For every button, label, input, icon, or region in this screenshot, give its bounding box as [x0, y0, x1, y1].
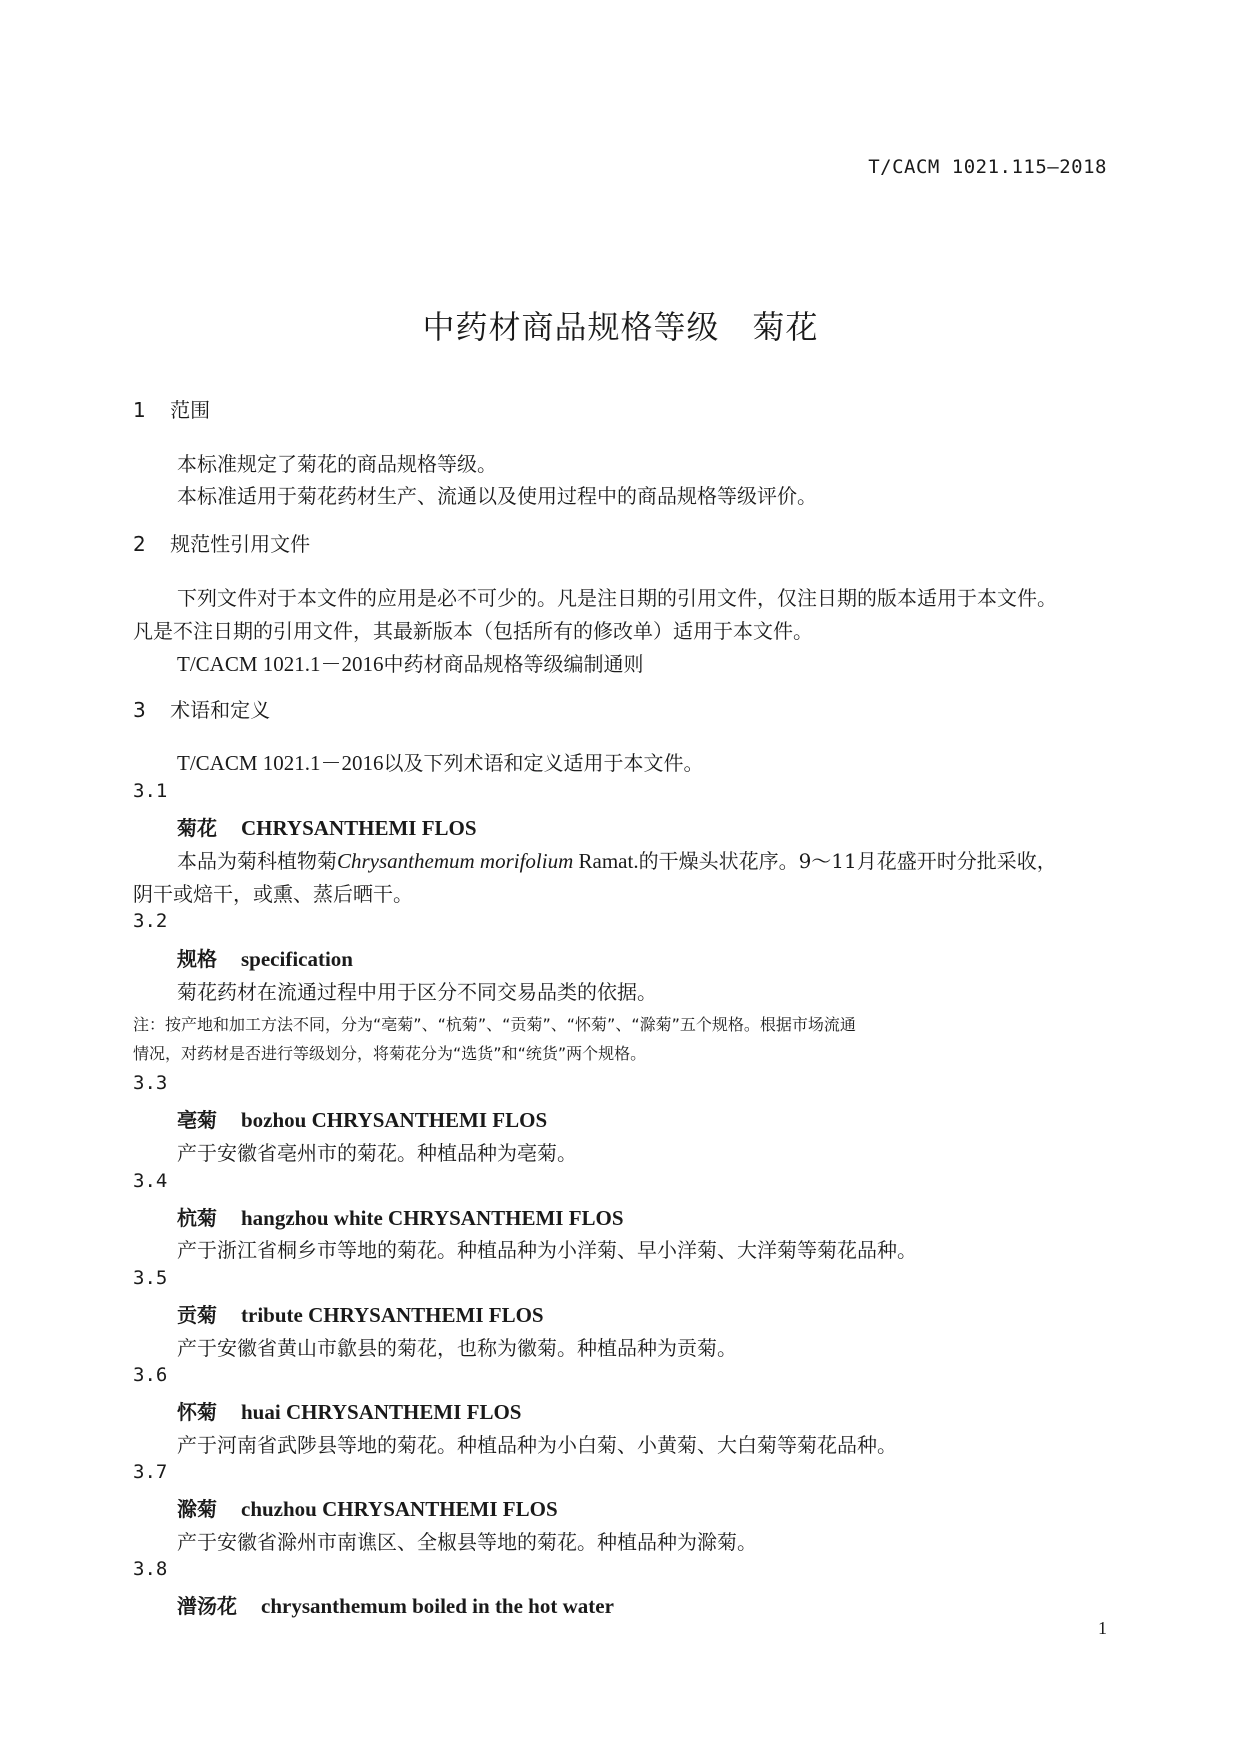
term-definition: [177, 845, 1057, 874]
term-number: 3.5: [133, 1267, 168, 1289]
term-definition: 产于安徽省亳州市的菊花。种植品种为亳菊。: [177, 1141, 577, 1165]
term-chinese: 亳菊: [177, 1108, 217, 1132]
section-1-heading: [133, 394, 210, 423]
term-heading: [177, 1493, 558, 1522]
term-heading: [177, 943, 353, 972]
reference-title: 中药材商品规格等级编制通则: [383, 652, 644, 676]
term-english: chrysanthemum boiled in the hot water: [261, 1594, 614, 1618]
term-number: 3.6: [133, 1364, 168, 1386]
term-definition-line: 阴干或焙干，或熏、蒸后晒干。: [133, 882, 413, 906]
term-number: 3.4: [133, 1170, 168, 1192]
standard-code: T/CACM 1021.115—2018: [868, 156, 1107, 178]
term-heading: [177, 1202, 624, 1231]
term-number: 3.7: [133, 1461, 168, 1483]
reference-code: T/CACM 1021.1－2016: [177, 751, 384, 775]
page-number: 1: [1098, 1618, 1107, 1638]
term-heading: [177, 1104, 547, 1133]
term-english: huai CHRYSANTHEMI FLOS: [241, 1400, 522, 1424]
author-abbrev: Ramat.: [573, 849, 639, 873]
term-english: hangzhou white CHRYSANTHEMI FLOS: [241, 1206, 624, 1230]
section-number: 1: [133, 398, 146, 422]
paragraph: 本标准适用于菊花药材生产、流通以及使用过程中的商品规格等级评价。: [177, 484, 817, 508]
term-chinese: 滁菊: [177, 1497, 217, 1521]
definition-text: 本品为菊科植物菊: [177, 849, 337, 873]
term-english: bozhou CHRYSANTHEMI FLOS: [241, 1108, 548, 1132]
definition-text: 的干燥头状花序。9～11月花盛开时分批采收，: [638, 849, 1057, 873]
term-chinese: 杭菊: [177, 1206, 217, 1230]
term-heading: [177, 1396, 522, 1425]
paragraph: 本标准规定了菊花的商品规格等级。: [177, 452, 497, 476]
term-chinese: 规格: [177, 947, 217, 971]
paragraph: [177, 747, 704, 777]
reference-code: T/CACM 1021.1－2016: [177, 652, 384, 676]
term-definition: 产于安徽省滁州市南谯区、全椒县等地的菊花。种植品种为滁菊。: [177, 1530, 757, 1554]
term-english: tribute CHRYSANTHEMI FLOS: [241, 1303, 544, 1327]
term-definition: 菊花药材在流通过程中用于区分不同交易品类的依据。: [177, 980, 657, 1004]
section-2-heading: [133, 528, 310, 557]
term-number: 3.3: [133, 1072, 168, 1094]
term-heading: [177, 1299, 544, 1328]
term-definition: 产于浙江省桐乡市等地的菊花。种植品种为小洋菊、早小洋菊、大洋菊等菊花品种。: [177, 1238, 917, 1262]
section-3-heading: [133, 694, 270, 723]
note-line: 注：按产地和加工方法不同，分为“亳菊”、“杭菊”、“贡菊”、“怀菊”、“滁菊”五个规格。根据市场流通: [133, 1015, 856, 1034]
term-english: specification: [241, 947, 353, 971]
term-number: 3.2: [133, 910, 168, 932]
term-number: 3.8: [133, 1558, 168, 1580]
paragraph-line: 凡是不注日期的引用文件，其最新版本（包括所有的修改单）适用于本文件。: [133, 619, 813, 643]
section-number: 2: [133, 532, 146, 556]
term-definition: 产于安徽省黄山市歙县的菊花，也称为徽菊。种植品种为贡菊。: [177, 1336, 737, 1360]
section-title: 范围: [170, 398, 211, 422]
note-line: 情况，对药材是否进行等级划分，将菊花分为“选货”和“统货”两个规格。: [133, 1044, 647, 1063]
section-title: 规范性引用文件: [170, 532, 311, 556]
section-number: 3: [133, 698, 146, 722]
term-heading: [177, 812, 477, 841]
term-english: CHRYSANTHEMI FLOS: [241, 816, 477, 840]
latin-name: Chrysanthemum morifolium: [337, 849, 574, 873]
normative-reference: [177, 648, 644, 678]
term-chinese: 潽汤花: [177, 1594, 237, 1618]
term-chinese: 贡菊: [177, 1303, 217, 1327]
term-chinese: 菊花: [177, 816, 217, 840]
term-number: 3.1: [133, 780, 168, 802]
paragraph-line: 下列文件对于本文件的应用是必不可少的。凡是注日期的引用文件，仅注日期的版本适用于本文件。: [177, 586, 1057, 610]
term-heading: [177, 1590, 614, 1619]
term-english: chuzhou CHRYSANTHEMI FLOS: [241, 1497, 558, 1521]
term-chinese: 怀菊: [177, 1400, 217, 1424]
term-definition: 产于河南省武陟县等地的菊花。种植品种为小白菊、小黄菊、大白菊等菊花品种。: [177, 1433, 897, 1457]
paragraph-text: 以及下列术语和定义适用于本文件。: [383, 751, 704, 775]
section-title: 术语和定义: [170, 698, 271, 722]
document-title: 中药材商品规格等级 菊花: [422, 308, 819, 346]
